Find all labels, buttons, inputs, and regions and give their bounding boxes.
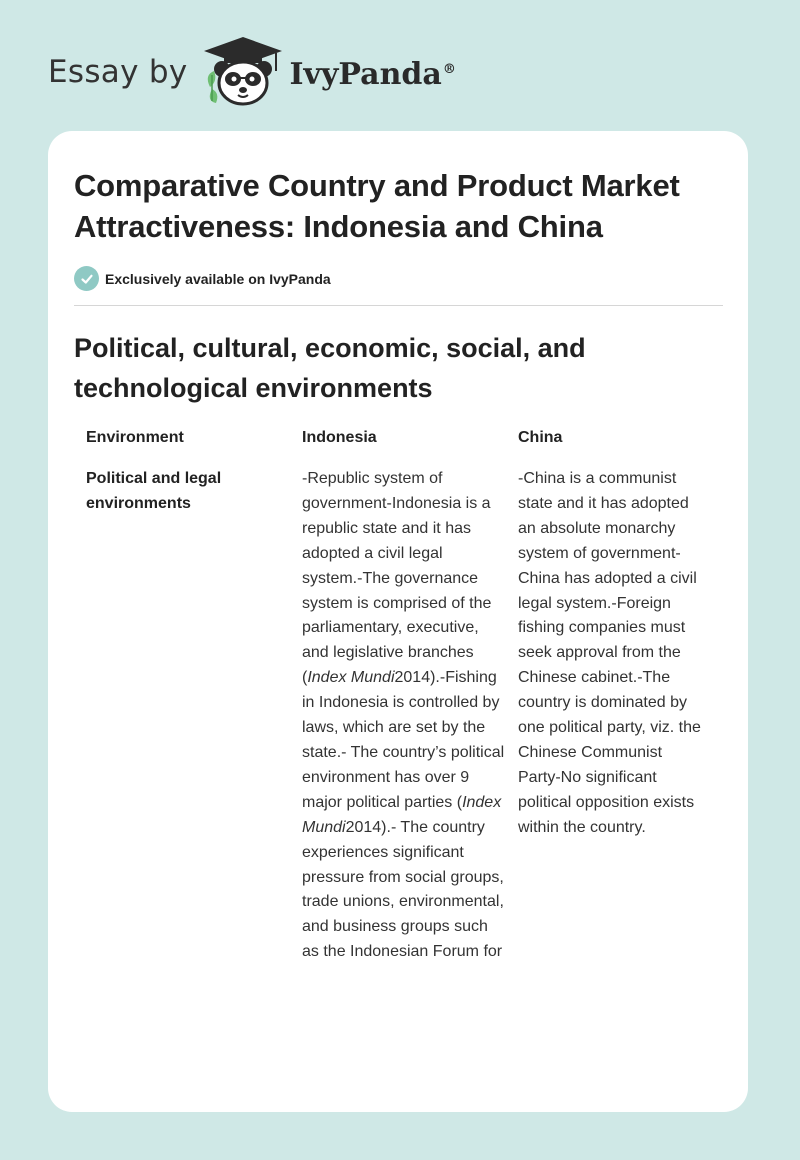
essay-card	[48, 131, 748, 1112]
citation: Index Mundi	[307, 669, 395, 687]
page-title: Comparative Country and Product Market Attractiveness: Indonesia and China	[74, 168, 680, 244]
table-row	[86, 467, 718, 965]
brand-header	[48, 36, 456, 108]
exclusive-badge	[74, 266, 723, 291]
citation: Index Mundi	[302, 793, 502, 836]
panda-graduate-icon	[202, 35, 284, 112]
check-icon	[74, 266, 99, 291]
divider	[74, 305, 723, 306]
indonesia-cell: -Republic system of government-Indonesia is a republic state and it has adopted a civil legal system.-The governance system is comprised of the parliamentary, executive, and legislative branches (Index Mundi2014).-Fishing in Indonesia is controlled by laws, which are set by the state.- The country’s political environment has over 9 major political parties (Index Mundi2014).- The country experiences significant pressure from social groups, trade unions, environmental, and business groups such as the Indonesian Forum for	[302, 470, 505, 961]
row-label: Political and legal environments	[86, 470, 222, 512]
exclusive-label: Exclusively available on IvyPanda	[105, 270, 331, 287]
header-china: China	[518, 429, 563, 446]
brand-name: IvyPanda®	[289, 56, 456, 92]
header-indonesia: Indonesia	[302, 429, 377, 446]
brand-prefix: Essay by	[48, 54, 188, 90]
table-header-row	[86, 426, 718, 467]
header-environment: Environment	[86, 429, 184, 446]
section-heading: Political, cultural, economic, social, and technological environments	[74, 333, 586, 403]
environment-table	[86, 426, 718, 965]
china-cell: -China is a communist state and it has adopted an absolute monarchy system of government-China has adopted a civil legal system.-Foreign fishing companies must seek approval from the Chinese cabinet.-The country is dominated by one political party, viz. the Chinese Communist Party-No significant political opposition exists within the country.	[518, 470, 701, 836]
